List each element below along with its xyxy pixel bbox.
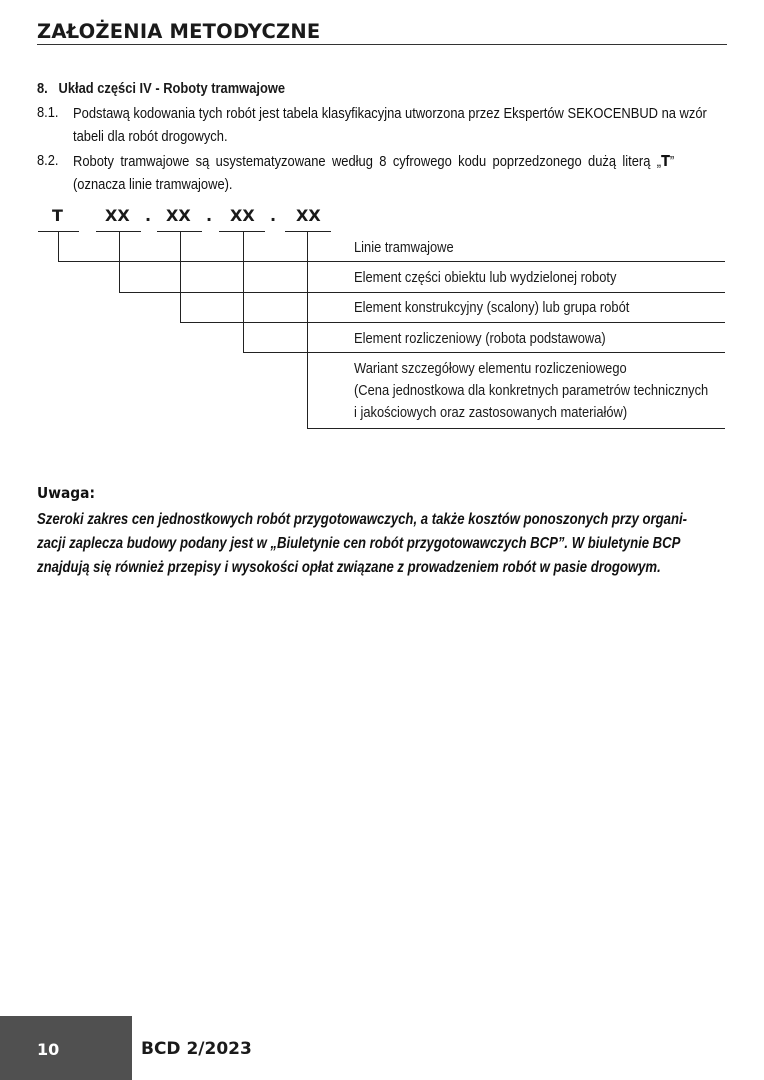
code-separator: . (270, 206, 277, 225)
item-line-text: Roboty tramwajowe są usystematyzowane według 8 cyfrowego kodu poprzedzonego dużą literą „ (73, 153, 662, 170)
code-group: XX (166, 206, 191, 225)
note-line: zacji zaplecza budowy podany jest w „Biuletynie cen robót przygotowawczych BCP”. W biuletynie BCP (37, 535, 681, 552)
item-line: (oznacza linie tramwajowe). (73, 176, 233, 193)
diagram-label-variant-note: i jakościowych oraz zastosowanych materiałów) (354, 404, 628, 421)
code-prefix: T (52, 206, 63, 225)
publication-name: BCD 2/2023 (141, 1039, 252, 1059)
page-number: 10 (37, 1040, 60, 1059)
page-number-box (0, 1016, 132, 1080)
section-title: Układ części IV - Roboty tramwajowe (58, 80, 286, 97)
section-number: 8. (37, 80, 48, 97)
diagram-label-variant-note: (Cena jednostkowa dla konkretnych parametrów technicznych (354, 382, 709, 399)
diagram-label-settlement-element: Element rozliczeniowy (robota podstawowa) (354, 330, 606, 347)
note-title: Uwaga: (37, 484, 95, 502)
code-group: XX (296, 206, 321, 225)
item-line: Podstawą kodowania tych robót jest tabela klasyfikacyjna utworzona przez Ekspertów SEKOCENBUD na wzór (73, 105, 707, 122)
diagram-label-object-part: Element części obiektu lub wydzielonej roboty (354, 269, 617, 286)
note-text (37, 508, 727, 580)
note-line: znajdują się również przepisy i wysokości opłat związane z prowadzeniem robót w pasie drogowym. (37, 559, 661, 576)
diagram-label-lines: Linie tramwajowe (354, 239, 454, 256)
diagram-label-variant: Wariant szczegółowy elementu rozliczeniowego (354, 360, 627, 377)
closing-quote: ” (669, 153, 675, 170)
item-line: tabeli dla robót drogowych. (73, 128, 228, 145)
diagram-label-construction-element: Element konstrukcyjny (scalony) lub grupa robót (354, 299, 630, 316)
code-separator: . (145, 206, 152, 225)
item-number: 8.2. (37, 152, 59, 169)
code-group: XX (105, 206, 130, 225)
code-letter: T (661, 152, 670, 170)
page-title: ZAŁOŻENIA METODYCZNE (37, 20, 321, 43)
code-group: XX (230, 206, 255, 225)
note-line: Szeroki zakres cen jednostkowych robót przygotowawczych, a także kosztów ponoszonych przy organi- (37, 511, 688, 528)
item-number: 8.1. (37, 104, 59, 121)
code-separator: . (206, 206, 213, 225)
